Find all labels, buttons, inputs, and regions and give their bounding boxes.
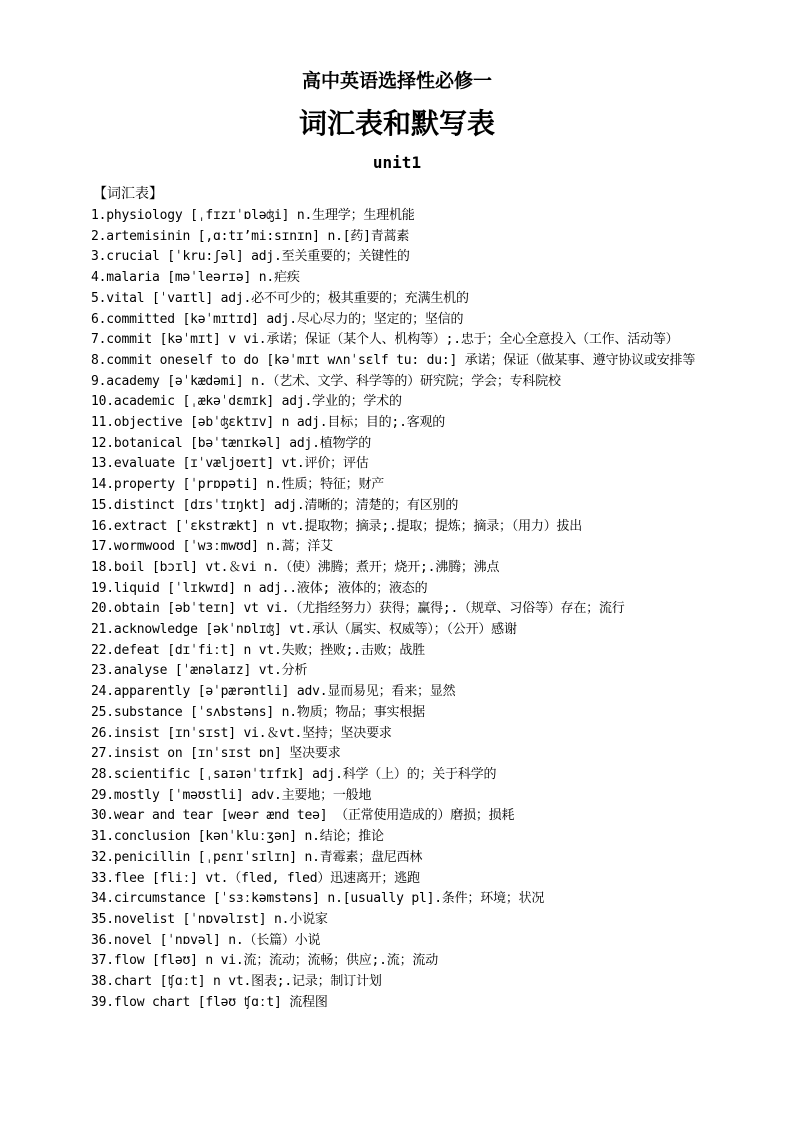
vocab-number: 34. bbox=[91, 891, 114, 907]
vocab-item bbox=[61, 724, 739, 745]
vocab-item bbox=[61, 289, 739, 310]
vocab-item bbox=[61, 889, 739, 910]
vocab-number: 37. bbox=[91, 953, 114, 969]
vocab-number: 26. bbox=[91, 725, 114, 741]
vocab-item bbox=[61, 806, 739, 827]
vocab-item bbox=[61, 351, 739, 372]
vocab-entry: insist on [ɪnˈsɪst ɒn] 坚决要求 bbox=[113, 746, 341, 762]
vocab-entry: committed [kəˈmɪtɪd] adj.尽心尽力的；坚定的；坚信的 bbox=[106, 311, 464, 327]
vocab-entry: obtain [əbˈteɪn] vt vi.（尤指经努力）获得；赢得;.（规章、习俗等）存在；流行 bbox=[113, 601, 625, 617]
vocab-entry: scientific [ˌsaɪənˈtɪfɪk] adj.科学（上）的；关于科学的 bbox=[113, 766, 497, 782]
vocab-item bbox=[61, 951, 739, 972]
vocab-item bbox=[61, 641, 739, 662]
vocab-item bbox=[61, 517, 739, 538]
vocab-item bbox=[61, 558, 739, 579]
vocab-number: 30. bbox=[91, 808, 114, 824]
vocab-entry: commit [kəˈmɪt] v vi.承诺；保证（某个人、机构等）;.忠于；全心全意投入（工作、活动等） bbox=[106, 332, 679, 348]
vocab-number: 39. bbox=[91, 994, 114, 1010]
vocab-number: 6. bbox=[91, 311, 107, 327]
vocab-number: 38. bbox=[91, 974, 114, 990]
vocab-item bbox=[61, 206, 739, 227]
vocab-number: 21. bbox=[91, 622, 114, 638]
vocab-number: 17. bbox=[91, 539, 114, 555]
vocab-entry: malaria [məˈleərɪə] n.疟疾 bbox=[106, 270, 300, 286]
vocab-number: 22. bbox=[91, 642, 114, 658]
vocab-item bbox=[61, 993, 739, 1014]
vocab-entry: flee [fliː] vt.（fled, fled）迅速离开；逃跑 bbox=[113, 870, 420, 886]
vocab-item bbox=[61, 620, 739, 641]
vocab-entry: artemisinin [,ɑ:tɪ’mi:sɪnɪn] n.[药]青蒿素 bbox=[106, 228, 410, 244]
vocab-number: 8. bbox=[91, 352, 107, 368]
vocab-entry: flow chart [fləʊ ʧɑːt] 流程图 bbox=[113, 994, 328, 1010]
vocab-entry: wear and tear [weər ænd teə] （正常使用造成的）磨损；损耗 bbox=[113, 808, 515, 824]
vocab-number: 11. bbox=[91, 415, 114, 431]
unit-heading: unit1 bbox=[372, 153, 422, 172]
vocab-item bbox=[61, 268, 739, 289]
vocab-entry: novel [ˈnɒvəl] n.（长篇）小说 bbox=[113, 932, 321, 948]
vocab-item bbox=[61, 786, 739, 807]
vocab-item bbox=[61, 454, 739, 475]
vocab-number: 13. bbox=[91, 456, 114, 472]
vocab-entry: property [ˈprɒpəti] n.性质；特征；财产 bbox=[113, 477, 385, 493]
vocab-number: 29. bbox=[91, 787, 114, 803]
vocab-entry: conclusion [kənˈkluːʒən] n.结论；推论 bbox=[113, 829, 384, 845]
vocab-item bbox=[61, 599, 739, 620]
vocab-number: 36. bbox=[91, 932, 114, 948]
vocab-item bbox=[61, 931, 739, 952]
vocab-entry: physiology [ˌfɪzɪˈɒləʤi] n.生理学；生理机能 bbox=[106, 208, 415, 223]
vocab-item bbox=[61, 392, 739, 413]
vocab-number: 25. bbox=[91, 704, 114, 720]
vocab-entry: circumstance [ˈsɜːkəmstəns] n.[usually pl].条件；环境；状况 bbox=[113, 891, 545, 907]
vocab-entry: vital [ˈvaɪtl] adj.必不可少的；极其重要的；充满生机的 bbox=[106, 290, 469, 306]
vocab-number: 3. bbox=[91, 249, 107, 265]
vocab-number: 5. bbox=[91, 290, 107, 306]
vocab-number: 1. bbox=[91, 208, 107, 223]
vocab-number: 18. bbox=[91, 559, 114, 575]
vocab-item bbox=[61, 744, 739, 765]
vocab-entry: substance [ˈsʌbstəns] n.物质；物品；事实根据 bbox=[113, 704, 425, 720]
vocab-number: 24. bbox=[91, 684, 114, 700]
vocab-number: 20. bbox=[91, 601, 114, 617]
vocab-number: 10. bbox=[91, 394, 114, 410]
vocab-item bbox=[61, 537, 739, 558]
vocab-number: 4. bbox=[91, 270, 107, 286]
vocab-item bbox=[61, 310, 739, 331]
vocab-entry: chart [ʧɑːt] n vt.图表;.记录；制订计划 bbox=[113, 974, 382, 990]
section-label: 【词汇表】 bbox=[93, 186, 163, 202]
vocab-item bbox=[61, 496, 739, 517]
vocab-entry: botanical [bəˈtænɪkəl] adj.植物学的 bbox=[113, 435, 372, 451]
vocab-entry: distinct [dɪsˈtɪŋkt] adj.清晰的；清楚的；有区别的 bbox=[113, 497, 459, 513]
vocab-item bbox=[61, 827, 739, 848]
vocab-number: 19. bbox=[91, 580, 114, 596]
vocab-item bbox=[61, 247, 739, 268]
vocab-entry: boil [bɔɪl] vt.＆vi n.（使）沸腾；煮开；烧开;.沸腾；沸点 bbox=[113, 559, 500, 575]
vocab-item bbox=[61, 972, 739, 993]
vocab-entry: crucial [ˈkru:ʃəl] adj.至关重要的；关键性的 bbox=[106, 249, 410, 265]
vocab-item bbox=[61, 848, 739, 869]
vocab-entry: mostly [ˈməʊstli] adv.主要地；一般地 bbox=[113, 787, 372, 803]
vocab-entry: apparently [əˈpærəntli] adv.显而易见；看来；显然 bbox=[113, 684, 456, 700]
vocab-item bbox=[61, 413, 739, 434]
vocab-item bbox=[61, 579, 739, 600]
vocab-number: 14. bbox=[91, 477, 114, 493]
vocab-item bbox=[61, 869, 739, 890]
vocab-item bbox=[61, 765, 739, 786]
vocab-entry: wormwood [ˈwɜːmwʊd] n.蒿；洋艾 bbox=[113, 539, 333, 555]
vocab-number: 12. bbox=[91, 435, 114, 451]
vocab-number: 28. bbox=[91, 766, 114, 782]
vocab-number: 2. bbox=[91, 228, 107, 244]
vocabulary-list bbox=[61, 206, 739, 1013]
document-title: 高中英语选择性必修一 bbox=[301, 70, 492, 92]
vocab-number: 9. bbox=[91, 373, 107, 389]
vocab-item bbox=[61, 661, 739, 682]
vocab-item bbox=[61, 910, 739, 931]
vocab-number: 35. bbox=[91, 911, 114, 927]
vocab-entry: novelist [ˈnɒvəlɪst] n.小说家 bbox=[113, 911, 328, 927]
vocab-item bbox=[61, 475, 739, 496]
vocab-number: 7. bbox=[91, 332, 107, 348]
vocab-number: 33. bbox=[91, 870, 114, 886]
vocab-item bbox=[61, 434, 739, 455]
vocab-entry: evaluate [ɪˈvæljʊeɪt] vt.评价；评估 bbox=[113, 456, 369, 472]
vocab-number: 32. bbox=[91, 849, 114, 865]
vocab-item bbox=[61, 682, 739, 703]
vocab-item bbox=[61, 372, 739, 393]
vocab-item bbox=[61, 330, 739, 351]
vocab-number: 15. bbox=[91, 497, 114, 513]
vocab-number: 27. bbox=[91, 746, 114, 762]
vocab-entry: analyse [ˈænəlaɪz] vt.分析 bbox=[113, 663, 308, 679]
vocab-entry: extract [ˈɛkstrækt] n vt.提取物；摘录;.提取；提炼；摘录；（用力）拔出 bbox=[113, 518, 583, 534]
vocab-item bbox=[61, 703, 739, 724]
vocab-number: 23. bbox=[91, 663, 114, 679]
vocab-entry: penicillin [ˌpɛnɪˈsɪlɪn] n.青霉素；盘尼西林 bbox=[113, 849, 423, 865]
vocab-number: 31. bbox=[91, 829, 114, 845]
document-subtitle: 词汇表和默写表 bbox=[298, 107, 495, 140]
vocab-number: 16. bbox=[91, 518, 114, 534]
vocab-entry: academy [əˈkædəmi] n.（艺术、文学、科学等的）研究院；学会；专科院校 bbox=[106, 373, 561, 389]
vocab-entry: academic [ˌækəˈdɛmɪk] adj.学业的；学术的 bbox=[113, 394, 402, 410]
vocab-item bbox=[61, 227, 739, 248]
vocab-entry: defeat [dɪˈfiːt] n vt.失败；挫败;.击败；战胜 bbox=[113, 642, 425, 658]
vocab-entry: flow [fləʊ] n vi.流；流动；流畅；供应;.流；流动 bbox=[113, 953, 438, 969]
vocab-entry: commit oneself to do [kəˈmɪt wʌnˈsɛlf tu: du:] 承诺；保证（做某事、遵守协议或安排等 bbox=[106, 352, 696, 368]
vocab-entry: insist [ɪnˈsɪst] vi.＆vt.坚持；坚决要求 bbox=[113, 725, 392, 741]
vocab-entry: acknowledge [əkˈnɒlɪʤ] vt.承认（属实、权威等）；（公开）感谢 bbox=[113, 622, 517, 638]
vocab-entry: liquid [ˈlɪkwɪd] n adj..液体; 液体的；液态的 bbox=[113, 580, 428, 596]
vocab-entry: objective [əbˈʤɛktɪv] n adj.目标；目的;.客观的 bbox=[113, 415, 446, 431]
